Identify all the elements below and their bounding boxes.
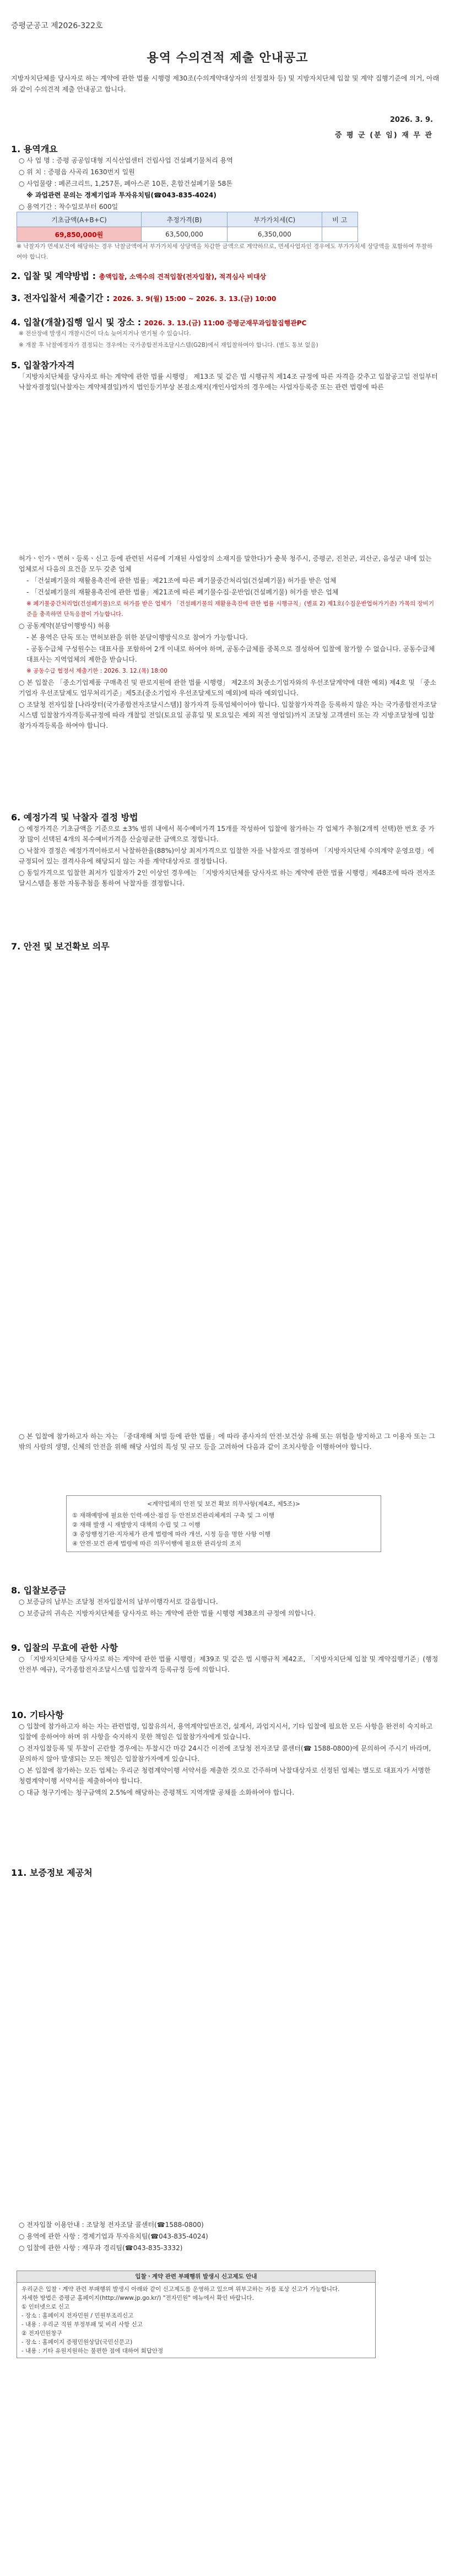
project-inquiry: ※ 과업관련 문의는 경제기업과 투자유치팀(☎043-835-4024) (26, 191, 216, 199)
section-7-title: 7. 안전 및 보건확보 의무 (11, 941, 110, 952)
intro-text: 지방자치단체를 당사자로 하는 계약에 관한 법률 시행령 제30조(수의계약대상자의 선정절차 등) 및 지방자치단체 입찰 및 계약 집행기준에 의거, 아래와 같이 수의견적 제출 안내공고 합니다. (11, 74, 440, 93)
vat-note: ※ 낙찰자가 면세보건에 해당하는 경우 낙찰금액에서 부가가치세 상당액을 차감한 금액으로 계약하므로, 면세사업자인 경우에도 부가가치세 상당액을 포함하여 투찰하여야 합니다. (17, 243, 433, 260)
section-11-title: 11. 보증정보 제공처 (11, 1867, 93, 1878)
section-4-title: 4. 입찰(개찰)집행 일시 및 장소 : 2026. 3. 13.(금) 11:00 증평군재무과입찰집행관PC (11, 317, 307, 328)
section-5-body: 허가ㆍ인가ㆍ면허ㆍ등록ㆍ신고 등에 관련된 서류에 기재된 사업장의 소재지를 말한다)가 충북 청주시, 증평군, 진천군, 괴산군, 음성군 내에 있는 업체로서 다음의 요건을 모두 갖춘 업체 - 「건설폐기물의 재활용촉진에 관한 법률」제21조에 따른 폐기물중간처리업(건설폐기물) 허가를 받은 업체 - 「건설폐기물의 재활용촉진에 관한 법률」제21조에 따른 폐기물수집·운반업(건설폐기물) 허가를 받은 업체 ※ 폐기물중간처리업(건설폐기물)으로 허가를 받은 업체가 「건설폐기물의 재활용촉진에 관한 법률 시행규칙」(별표 2) 제1호(수집운반업허가기준) 가목의 장비기준을 충족하면 단독응찰이 가능합니다. ○ 공동계약(분담이행방식) 허용 - 본 용역은 단독 또는 면허보완을 위한 분담이행방식으로 참여가 가능합니다. - 공동수급체 구성원수는 대표사를 포함하여 2개 이내로 하여야 하며, 공동수급체를 중복으로 결성하여 입찰에 참가할 수 없습니다. 공동수급체 대표사는 지역업체의 제한을 받습니다. ※ 공동수급 협정서 제출기한 : 2026. 3. 12.(목) 18:00 ○ 본 입찰은 「중소기업제품 구매촉진 및 판로지원에 관한 법률 시행령」 제2조의 3(중소기업자와의 우선조달계약에 대한 예외) 제4호 및 「중소기업자 우선조달제도 업무처리기준」제5조(중소기업자 우선조달제도의 예외)에 따라 예외입니다. ○ 조달청 전자입찰 [나라장터(국가종합전자조달시스템)] 참가자격 등록업체이어야 합니다. 입찰참가자격을 등록하지 않은 자는 국가종합전자조달시스템 입찰참가자격등록규정에 따라 개찰일 전일(토요일 공휴일 및 토요일은 제외 직전 영업일)까지 조달청 고객센터 또는 각 지방조달청에 입찰참가자격등록을 하여야 합니다. (19, 555, 437, 729)
section-9-body: ○ 「지방자치단체를 당사자로 하는 계약에 관한 법률 시행령」제39조 및 같은 법 시행규칙 제42조, 「지방자치단체 입찰 및 계약집행기준」(행정안전부 예규), 국가종합전자조달시스템 입찰자격 등록규정 등에 의합니다. (19, 1655, 438, 1673)
section-2-title: 2. 입찰 및 계약방법 : 총액입찰, 소액수의 견적입찰(전자입찰), 적격심사 비대상 (11, 271, 267, 281)
table-header: 추정가격(B) (141, 212, 227, 227)
signer: 증 평 군 (분 임) 재 무 관 (334, 131, 433, 139)
section-7-body: ○ 본 입찰에 참가하고자 하는 자는 「중대재해 처벌 등에 관한 법률」에 따라 종사자의 안전·보건상 유해 또는 위험을 방지하고 그 이용자 또는 그 밖의 사람의 생명, 신체의 안전을 위해 해당 사업의 특성 및 규모 등을 고려하여 다음과 같이 조치사항을 이행하여야 합니다. (19, 1432, 435, 1451)
section-9-title: 9. 입찰의 무효에 관한 사항 (11, 1643, 118, 1653)
page-title: 용역 수의견적 제출 안내공고 (147, 51, 308, 65)
safety-duty-box: <계약업체의 안전 및 보건 확보 의무사항(제4조, 제5조)> ① 재해예방에 필요한 인력·예산·점검 등 안전보건관리체계의 구축 및 그 이행 ② 재해 발생 시 재발방지 대책의 수립 및 그 이행 ③ 중앙행정기관·지자체가 관계 법령에 따라 개선, 시정 등을 명한 사항 이행 ④ 안전·보건 관계 법령에 따른 의무이행에 필요한 관리상의 조치 (66, 1495, 381, 1552)
section-5-intro: 「지방자치단체를 당사자로 하는 계약에 관한 법률 시행령」 제13조 및 같은 법 시행규칙 제14조 규정에 따른 자격을 갖추고 입찰공고일 전일부터 낙찰자결정일(낙찰자는 계약체결일)까지 법인등기부상 본점소재지(개인사업자의 경우에는 사업자등록증 또는 관련 법령에 따른 (19, 373, 438, 391)
section-6-title: 6. 예정가격 및 낙찰자 결정 방법 (11, 812, 138, 823)
project-period: ○ 용역기간 : 착수일로부터 600일 (19, 203, 118, 211)
document-number: 증평군공고 제2026-322호 (11, 22, 103, 30)
section-4-notes: ※ 전산장애 발생시 개찰시간이 다소 늦어지거나 연기될 수 있습니다. ※ 개찰 후 낙찰예정자가 결정되는 경우에는 국가종합전자조달시스템(G2B)에서 재입찰하여야 합니다. (별도 통보 없음) (19, 330, 318, 348)
section-6-body: ○ 예정가격은 기초금액을 기준으로 ±3% 범위 내에서 복수예비가격 15개를 작성하여 입찰에 참가하는 각 업체가 추첨(2개씩 선택)한 번호 중 가장 많이 선택된 4개의 복수예비가격을 산술평균한 금액으로 정합니다. ○ 낙찰자 결정은 예정가격이하로서 낙찰하한율(88%)이상 최저가격으로 입찰한 자를 낙찰자로 결정하며 「지방자치단체 수의계약 운영요령」에 규정되어 있는 결격사유에 해당되지 않는 자를 계약대상자로 결정합니다. ○ 동일가격으로 입찰한 최저가 입찰자가 2인 이상인 경우에는 「지방자치단체를 당사자로 하는 계약에 관한 법률 시행령」제48조에 따라 전자조달시스템을 통한 자동추첨을 통하여 낙찰자를 결정합니다. (19, 825, 435, 887)
section-8-title: 8. 입찰보증금 (11, 1585, 67, 1596)
contacts: ○ 전자입찰 이용안내 : 조달청 전자조달 콜센터(☎1588-0800) ○ 용역에 관한 사항 : 경제기업과 투자유치팀(☎043-835-4024) ○ 입찰에 관한 사항 : 재무과 경리팀(☎043-835-3332) (19, 2221, 208, 2252)
table-cell (322, 227, 358, 242)
notice-date: 2026. 3. 9. (389, 116, 433, 124)
section-5-title: 5. 입찰참가자격 (11, 360, 75, 371)
project-location: ○ 위 치 : 증평읍 사곡리 1630번지 일원 (19, 168, 135, 176)
table-header: 비 고 (322, 212, 358, 227)
table-cell: 63,500,000 (141, 227, 227, 242)
section-8-body: ○ 보증금의 납부는 조달청 전자입찰서의 납부이행각서로 갈음합니다. ○ 보증금의 귀속은 지방자치단체를 당사자로 하는 계약에 관한 법률 시행령 제38조의 규정에 의합니다. (19, 1598, 316, 1617)
section-10-title: 10. 기타사항 (11, 1710, 64, 1720)
table-cell: 69,850,000원 (17, 227, 142, 242)
section-10-body: ○ 입찰에 참가하고자 하는 자는 관련법령, 입찰유의서, 용역계약일반조건, 설계서, 과업지시서, 기타 입찰에 필요한 모든 사항을 완전히 숙지하고 입찰에 응하여야 하며 위 사항을 숙지하지 못한 책임은 입찰참가자에게 있습니다. ○ 전자입찰등록 및 투찰이 곤란할 경우에는 투찰시간 마감 24시간 이전에 조달청 전자조달 콜센터(☎ 1588-0800)에 문의하여 주시기 바라며, 문의하지 않아 발생되는 모든 책임은 입찰참가자에게 있습니다. ○ 본 입찰에 참가하는 모든 업체는 우리군 청렴계약이행 서약서를 제출한 것으로 간주하며 낙찰대상자로 선정된 업체는 별도로 대표자가 서명한 청렴계약이행 서약서를 제출하여야 합니다. ○ 대금 청구기에는 청구금액의 2.5%에 해당하는 증평책도 지역개발 공채를 소화하여야 합니다. (19, 1722, 433, 1796)
amount-table (17, 212, 358, 242)
report-box: 입찰ㆍ계약 관련 부패행위 발생시 신고제도 안내 우리군은 입찰ㆍ계약 관련 부패행위 발생시 아래와 같이 신고제도를 운영하고 있으며 위부고하는 자를 포상 신고가 가능합니다. 자세한 방법은 증평군 홈페이지(http://www.jp.go.kr/) "전자민원" 메뉴에서 확인 바랍니다. ① 인터넷으로 신고 - 장소 : 홈페이지 전자민원 / 민원부조리신고 - 내용 : 우리군 직원 부정부패 및 비리 사항 신고 ② 전자민원창구 - 장소 : 홈페이지 증평민원상담(국민신문고) - 내용 : 기타 유원지원하는 불편한 점에 대하여 회답안정 (17, 2271, 376, 2358)
table-header: 기초금액(A+B+C) (17, 212, 142, 227)
section-1-title: 1. 용역개요 (11, 144, 58, 154)
project-quantity: ○ 사업물량 : 폐콘크리트, 1,257톤, 폐아스콘 10톤, 혼합건설폐기물 58톤 (19, 180, 232, 187)
section-3-title: 3. 전자입찰서 제출기간 : 2026. 3. 9(월) 15:00 ~ 2026. 3. 13.(금) 10:00 (11, 293, 277, 303)
table-header: 부가가치세(C) (228, 212, 322, 227)
table-cell: 6,350,000 (228, 227, 322, 242)
project-name: ○ 사 업 명 : 증평 공공임대형 지식산업센터 건립사업 건설폐기물처리 용역 (19, 157, 233, 164)
